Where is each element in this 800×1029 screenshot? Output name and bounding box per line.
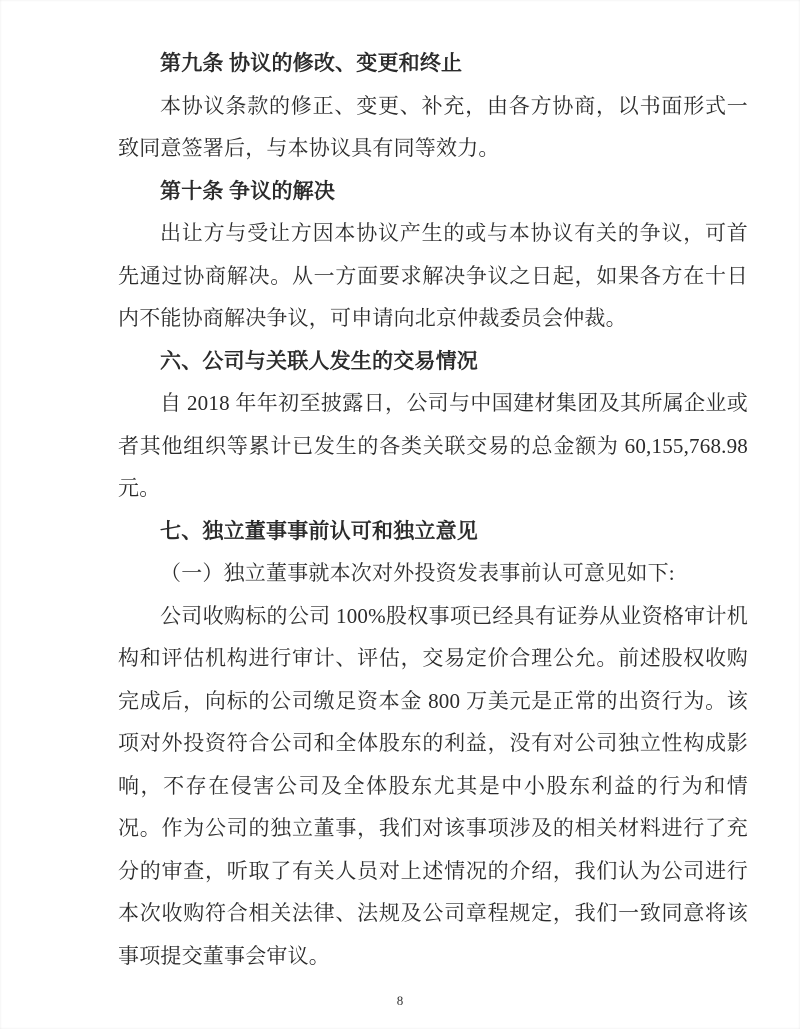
page-footer	[0, 993, 800, 1009]
paragraph: 本协议条款的修正、变更、补充，由各方协商，以书面形式一致同意签署后，与本协议具有同等效力。	[118, 93, 748, 160]
paragraph: 自 2018 年年初至披露日，公司与中国建材集团及其所属企业或者其他组织等累计已发生的各类关联交易的总金额为 60,155,768.98 元。	[118, 391, 748, 500]
paragraph: 出让方与受让方因本协议产生的或与本协议有关的争议，可首先通过协商解决。从一方面要求解决争议之日起，如果各方在十日内不能协商解决争议，可申请向北京仲裁委员会仲裁。	[118, 221, 748, 330]
page-number: 8	[396, 993, 404, 1008]
section-heading: 第十条 争议的解决	[160, 178, 336, 203]
section-heading: 七、独立董事事前认可和独立意见	[160, 518, 478, 543]
section-heading: 六、公司与关联人发生的交易情况	[160, 348, 478, 373]
paragraph: 公司收购标的公司 100%股权事项已经具有证券从业资格审计机构和评估机构进行审计、评估，交易定价合理公允。前述股权收购完成后，向标的公司缴足资本金 800 万美元是正常的出资行为。该项对外投资符合公司和全体股东的利益，没有对公司独立性构成影响，不存在侵害公司及全体股东尤其是中小股东利益的行为和情况。作为公司的独立董事，我们对该事项涉及的相关材料进行了充分的审查，听取了有关人员对上述情况的介绍，我们认为公司进行本次收购符合相关法律、法规及公司章程规定，我们一致同意将该事项提交董事会审议。	[118, 603, 748, 968]
section-heading: 第九条 协议的修改、变更和终止	[160, 51, 463, 75]
paragraph: （一）独立董事就本次对外投资发表事前认可意见如下:	[160, 561, 675, 585]
document-body	[118, 42, 748, 977]
